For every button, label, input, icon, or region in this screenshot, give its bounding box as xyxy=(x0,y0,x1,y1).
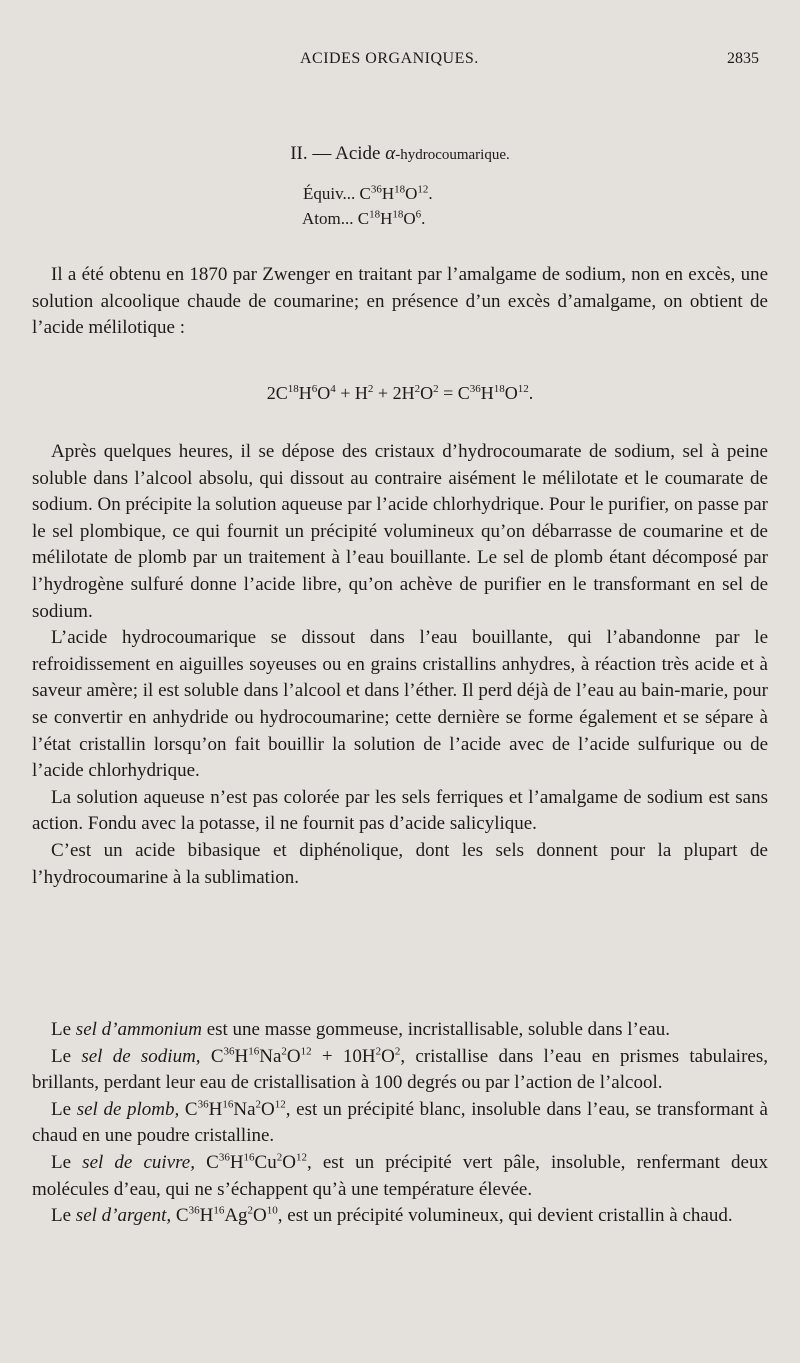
eq-sub: 18 xyxy=(493,383,505,395)
equiv-c-count: 36 xyxy=(370,183,382,196)
equiv-label: Équiv... xyxy=(303,184,356,203)
salt-sodium xyxy=(32,1044,768,1097)
eq-part: = C xyxy=(438,383,470,403)
section-title xyxy=(0,143,800,165)
eq-part: H xyxy=(480,383,494,403)
formula-sub: 16 xyxy=(243,1151,255,1164)
atom-o: O xyxy=(403,209,416,228)
eq-sub: 2 xyxy=(367,383,374,395)
formula-sub: 12 xyxy=(295,1151,307,1164)
section-numeral: II. — xyxy=(290,143,336,164)
salt-le: Le xyxy=(51,1205,76,1227)
formula-sub: 12 xyxy=(300,1045,312,1058)
paragraph-preparation: Il a été obtenu en 1870 par Zwenger en traitant par l’amalgame de sodium, non en excès, une solution alcoolique chaude de coumarine; en présence d’un excès d’amalgame, on obtient de l’acide mélilotique : xyxy=(32,264,768,339)
eq-sub: 6 xyxy=(311,383,318,395)
formula-sub: 36 xyxy=(223,1045,235,1058)
salt-argent xyxy=(32,1203,768,1230)
formula-sub: 36 xyxy=(218,1151,230,1164)
formula-sub: 36 xyxy=(197,1098,209,1111)
formula-part: H xyxy=(208,1098,223,1120)
salt-le: Le xyxy=(51,1045,82,1067)
atom-label: Atom... xyxy=(302,209,354,228)
running-title: ACIDES ORGANIQUES. xyxy=(300,50,479,67)
page-number: 2835 xyxy=(727,50,759,67)
eq-sub: 36 xyxy=(469,383,481,395)
salt-plomb xyxy=(32,1097,768,1150)
eq-part: 2C xyxy=(266,383,288,403)
formula-sub: 2 xyxy=(255,1098,261,1111)
formula-part: O xyxy=(381,1045,395,1067)
formula-part: H xyxy=(229,1151,244,1173)
salt-description: est une masse gommeuse, incristallisable, soluble dans l’eau. xyxy=(201,1019,670,1040)
formula-atom xyxy=(302,209,425,229)
formula-sub: 2 xyxy=(281,1045,287,1058)
formula-sub: 2 xyxy=(394,1045,401,1058)
eq-sub: 2 xyxy=(433,383,439,395)
salt-ammonium xyxy=(32,1017,768,1044)
equiv-o: O xyxy=(405,184,418,203)
section-title-end: -hydrocoumarique. xyxy=(395,147,510,163)
paragraph-reactions: La solution aqueuse n’est pas colorée par les sels ferriques et l’amalgame de sodium est sans action. Fondu avec la potasse, il ne fournit pas d’acide salicylique. xyxy=(32,786,768,835)
salt-description: , est un précipité vert pâle, insoluble, renfermant deux molécules d’eau, qui ne s’échappent qu’à une température élevée. xyxy=(32,1151,768,1200)
salt-name: sel d’ammonium xyxy=(75,1019,202,1040)
atom-c: C xyxy=(357,209,370,228)
eq-sub: 12 xyxy=(517,383,529,395)
formula-sub: 16 xyxy=(222,1098,234,1111)
formula-part: C xyxy=(195,1151,219,1173)
salt-le: Le xyxy=(51,1098,77,1120)
eq-part: + H xyxy=(335,383,368,403)
eq-part: O xyxy=(420,383,434,403)
atom-o-count: 6 xyxy=(415,208,422,221)
formula-sub: 10 xyxy=(266,1204,278,1217)
formula-part: O xyxy=(282,1151,296,1173)
salt-le: Le xyxy=(51,1019,76,1040)
salt-cuivre xyxy=(32,1150,768,1203)
paragraph-purification: Après quelques heures, il se dépose des cristaux d’hydrocoumarate de sodium, sel à peine soluble dans l’alcool absolu, qui dissout au contraire aisément le mélilotate et le coumarate de sodium. On précipite la solution aqueuse par l’acide chlorhydrique. Pour le purifier, on passe par le sel plombique, ce qui fournit un précipité volumineux qu’on débarrasse de coumarine et de mélilotate de plomb par un traitement à l’eau bouillante. Le sel de plomb étant décomposé par l’hydrogène sulfuré donne l’acide libre, qu’on achève de purifier en le transformant en sel de sodium. xyxy=(32,441,768,622)
salts-block xyxy=(32,1017,768,1230)
formula-sub: 2 xyxy=(276,1151,283,1164)
eq-part: O xyxy=(317,383,331,403)
formula-sub: 16 xyxy=(213,1204,225,1217)
eq-sub: 18 xyxy=(287,383,299,395)
atom-c-count: 18 xyxy=(369,208,381,221)
formula-part: C xyxy=(171,1205,189,1227)
atom-h-count: 18 xyxy=(392,208,404,221)
equiv-h: H xyxy=(381,184,395,203)
formula-part: H xyxy=(234,1045,249,1067)
paragraph-properties: L’acide hydrocoumarique se dissout dans l’eau bouillante, qui l’abandonne par le refroidissement en aiguilles soyeuses ou en grains cristallins anhydres, à réaction très acide et à saveur amère; il est soluble dans l’alcool et dans l’éther. Il perd déjà de l’eau au bain-marie, pour se convertir en anhydride ou hydrocoumarine; cette dernière se forme également et se sépare à l’état cristallin lorsqu’on fait bouillir la solution de l’acide avec de l’acide sulfurique ou de l’acide chlorhydrique. xyxy=(32,627,768,782)
salt-description: , cristallise dans l’eau en prismes tabulaires, brillants, perdant leur eau de cristallisation à 100 degrés ou par l’action de l’alcool. xyxy=(32,1045,768,1094)
formula-part: C xyxy=(200,1045,224,1067)
formula-part: Na xyxy=(233,1098,256,1120)
eq-part: O xyxy=(504,383,518,403)
formula-sub: 2 xyxy=(375,1045,382,1058)
equiv-o-count: 12 xyxy=(417,183,429,196)
salt-name: sel de sodium, xyxy=(81,1045,201,1067)
reaction-equation xyxy=(0,383,800,404)
section-title-start: Acide xyxy=(335,143,386,164)
salt-name: sel d’argent, xyxy=(75,1205,172,1227)
salt-description: , est un précipité volumineux, qui devient cristallin à chaud. xyxy=(277,1205,733,1227)
eq-sub: 2 xyxy=(414,383,421,395)
atom-h: H xyxy=(380,209,393,228)
eq-part: + 2H xyxy=(373,383,415,403)
formula-sub: 12 xyxy=(274,1098,286,1111)
eq-sub: 4 xyxy=(330,383,336,395)
formula-part: Cu xyxy=(254,1151,277,1173)
formula-part: O xyxy=(286,1045,301,1067)
eq-part: . xyxy=(528,383,534,403)
formula-part: C xyxy=(179,1098,198,1120)
section-title-alpha: α xyxy=(385,143,396,164)
formula-sub: 2 xyxy=(247,1204,254,1217)
formula-sub: 16 xyxy=(248,1045,260,1058)
intro-block xyxy=(32,262,768,342)
salt-name: sel de plomb, xyxy=(76,1098,180,1120)
formula-part: O xyxy=(261,1098,275,1120)
salt-name: sel de cuivre, xyxy=(82,1151,195,1173)
formula-part: + 10H xyxy=(311,1045,376,1067)
formula-part: H xyxy=(199,1205,214,1227)
formula-part: O xyxy=(253,1205,267,1227)
paragraph-nature: C’est un acide bibasique et diphénolique, dont les sels donnent pour la plupart de l’hydrocoumarine à la sublimation. xyxy=(32,839,768,888)
formula-sub: 36 xyxy=(188,1204,200,1217)
formula-part: Ag xyxy=(224,1205,248,1227)
formula-equiv xyxy=(303,184,433,204)
salt-description: , est un précipité blanc, insoluble dans l’eau, se transformant à chaud en une poudre cristalline. xyxy=(32,1098,768,1147)
equiv-h-count: 18 xyxy=(394,183,406,196)
equiv-end: . xyxy=(428,184,433,203)
atom-end: . xyxy=(421,209,426,228)
salt-le: Le xyxy=(51,1151,83,1173)
eq-part: H xyxy=(298,383,312,403)
formula-part: Na xyxy=(259,1045,282,1067)
main-block xyxy=(32,439,768,891)
equiv-c: C xyxy=(359,184,371,203)
